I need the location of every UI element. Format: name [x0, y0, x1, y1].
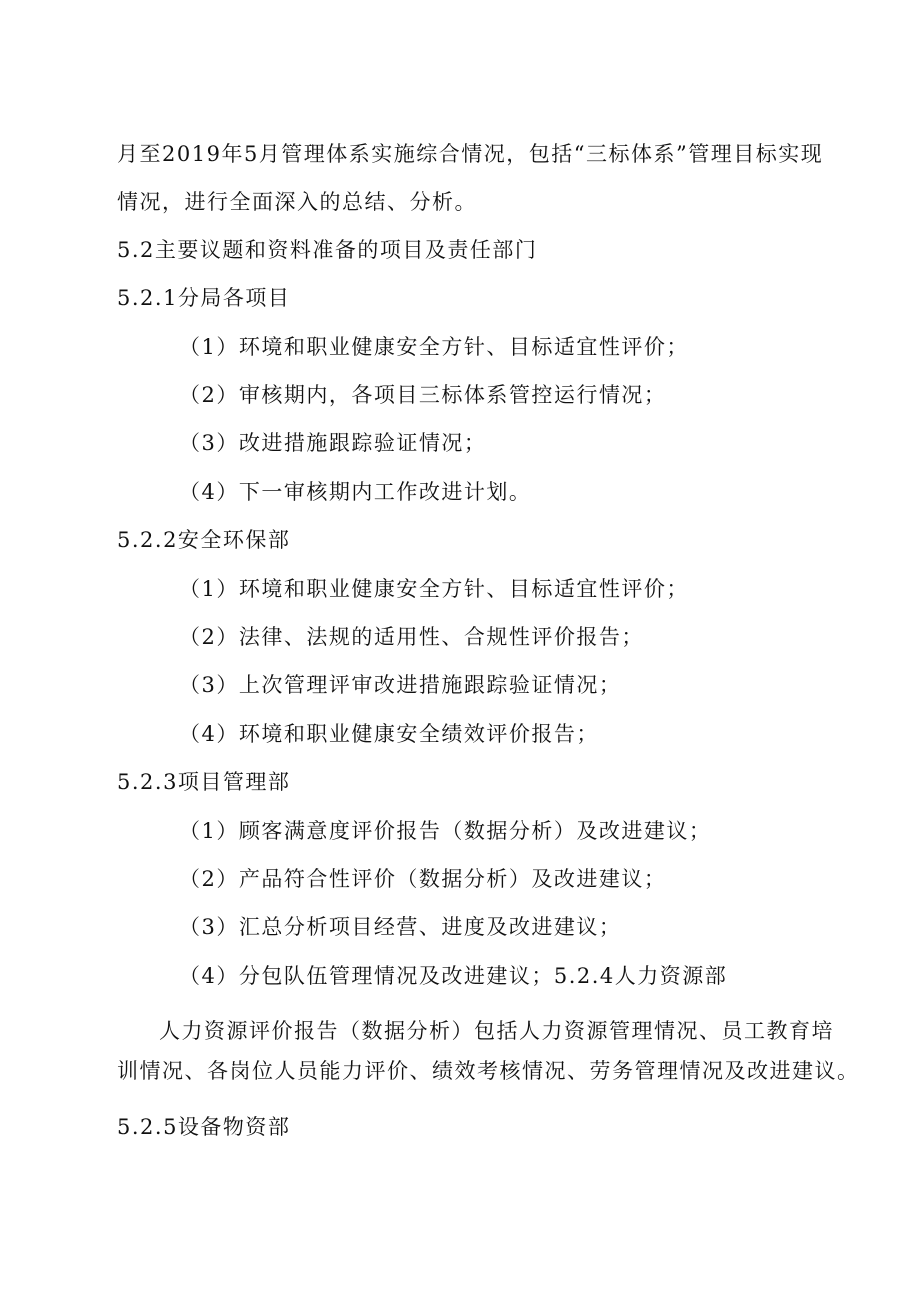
list-item: （4）环境和职业健康安全绩效评价报告；: [179, 722, 599, 746]
list-item: （3）汇总分析项目经营、进度及改进建议；: [179, 915, 622, 939]
list-item: （4）分包队伍管理情况及改进建议；5.2.4人力资源部: [179, 964, 728, 988]
list-item: （3）改进措施跟踪验证情况；: [179, 431, 487, 455]
paragraph-line-1: 人力资源评价报告（数据分析）包括人力资源管理情况、员工教育培: [159, 1019, 834, 1043]
section-5-2-1-heading: 5.2.1分局各项目: [117, 286, 291, 310]
section-5-2-2-heading: 5.2.2安全环保部: [117, 528, 291, 552]
intro-line-2: 情况，进行全面深入的总结、分析。: [117, 190, 477, 214]
list-item: （4）下一审核期内工作改进计划。: [179, 480, 532, 504]
intro-line-1: 月至2019年5月管理体系实施综合情况，包括“三标体系”管理目标实现: [117, 142, 824, 166]
list-item: （1）顾客满意度评价报告（数据分析）及改进建议；: [179, 819, 712, 843]
list-item: （2）审核期内，各项目三标体系管控运行情况；: [179, 383, 667, 407]
section-5-2-3-heading: 5.2.3项目管理部: [117, 770, 291, 794]
list-item: （3）上次管理评审改进措施跟踪验证情况；: [179, 673, 622, 697]
list-item: （2）法律、法规的适用性、合规性评价报告；: [179, 625, 644, 649]
paragraph-line-2: 训情况、各岗位人员能力评价、绩效考核情况、劳务管理情况及改进建议。: [117, 1059, 860, 1083]
list-item: （1）环境和职业健康安全方针、目标适宜性评价；: [179, 577, 689, 601]
section-5-2-heading: 5.2主要议题和资料准备的项目及责任部门: [117, 238, 538, 262]
list-item: （2）产品符合性评价（数据分析）及改进建议；: [179, 867, 667, 891]
list-item: （1）环境和职业健康安全方针、目标适宜性评价；: [179, 335, 689, 359]
section-5-2-5-heading: 5.2.5设备物资部: [117, 1115, 291, 1139]
